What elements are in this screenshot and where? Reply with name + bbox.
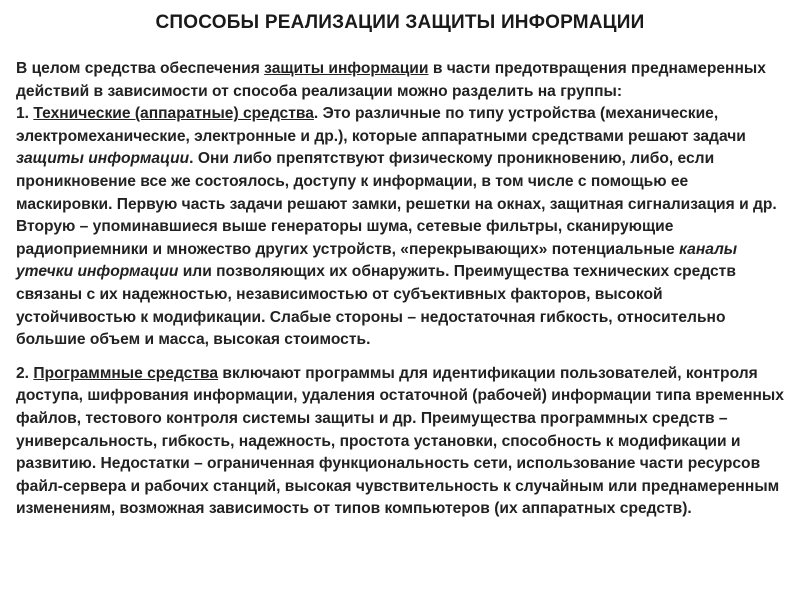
section-1-paragraph bbox=[16, 103, 786, 352]
section-2-paragraph bbox=[16, 363, 786, 521]
section-1-italic-term-2: каналы утечки информации bbox=[16, 240, 738, 281]
document-body bbox=[16, 58, 786, 521]
page-title: СПОСОБЫ РЕАЛИЗАЦИИ ЗАЩИТЫ ИНФОРМАЦИИ bbox=[155, 12, 645, 33]
intro-paragraph bbox=[16, 58, 786, 103]
section-2-number: 2. bbox=[16, 364, 30, 382]
intro-text-2: в части предотвращения преднамеренных действий в зависимости от способа реализации можно разделить на группы: bbox=[16, 60, 766, 100]
section-1-text-1: . Это различные по типу устройства (механические, электромеханические, электронные и др.), которые аппаратными средствами решают задачи bbox=[16, 105, 746, 145]
section-1-text-2: . Они либо препятствуют физическому проникновению, либо, если проникновение все же состоялось, доступу к информации, в том числе с помощью ее маскировки. Первую часть задачи решают замки, решетки на окнах, защитная сигнализация и др. Вторую – упоминавшиеся выше генераторы шума, сетевые фильтры, сканирующие радиоприемники и множество других устройств, «перекрывающих» потенциальные bbox=[16, 150, 777, 258]
intro-underlined-term: защиты информации bbox=[264, 60, 429, 77]
section-1-number: 1. bbox=[16, 105, 30, 123]
section-1-italic-term-1: защиты информации bbox=[16, 150, 190, 168]
section-2-heading: Программные средства bbox=[33, 364, 219, 382]
intro-text-1: В целом средства обеспечения bbox=[16, 60, 265, 77]
section-1-heading: Технические (аппаратные) средства bbox=[33, 105, 314, 123]
section-2-text-1: включают программы для идентификации пользователей, контроля доступа, шифрования информации, удаления остаточной (рабочей) информации типа временных файлов, тестового контроля системы защиты и др. Преимущества программных средств – универсальность, гибкость, надежность, простота установки, способность к модификации и развитию. Недостатки – ограниченная функциональность сети, использование части ресурсов файл-сервера и рабочих станций, высокая чувствительность к случайным или преднамеренным изменениям, возможная зависимость от типов компьютеров (их аппаратных средств). bbox=[16, 364, 784, 518]
section-1-text-3: или позволяющих их обнаружить. Преимущества технических средств связаны с их надежностью, независимостью от субъективных факторов, высокой устойчивостью к модификации. Слабые стороны – недостаточная гибкость, относительно большие объем и масса, высокая стоимость. bbox=[16, 263, 736, 349]
